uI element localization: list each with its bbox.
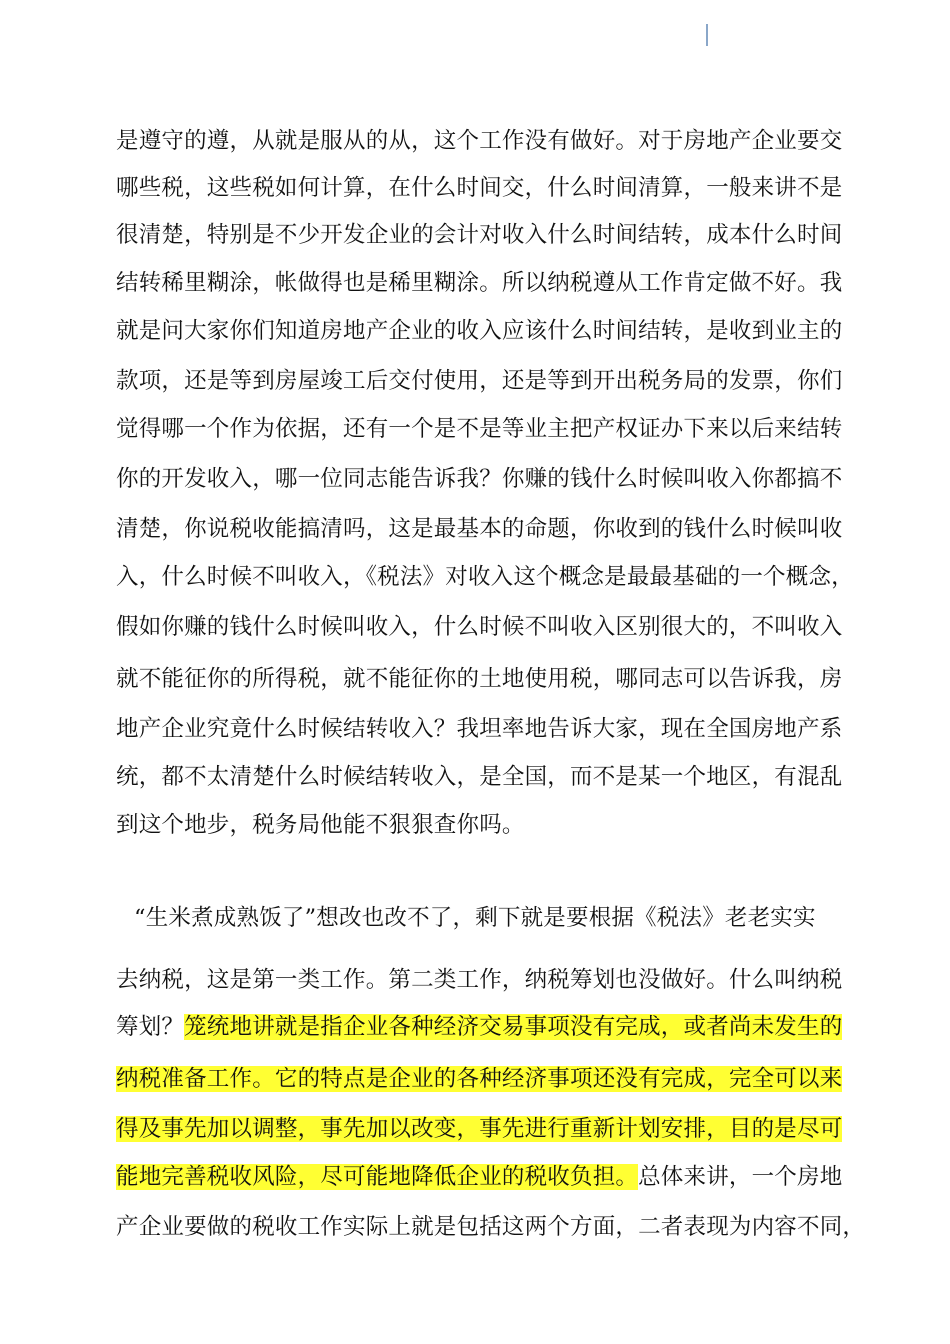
text-segment: 总体来讲，一个房地 (638, 1164, 843, 1190)
text-line (116, 1114, 846, 1144)
text-line (116, 464, 846, 494)
text-segment: 款项，还是等到房屋竣工后交付使用，还是等到开出税务局的发票，你们 (116, 368, 843, 394)
text-line (116, 126, 846, 156)
highlighted-text: 纳税准备工作。它的特点是企业的各种经济事项还没有完成，完全可以来 (116, 1066, 843, 1092)
text-line (116, 514, 846, 544)
text-line (116, 1212, 866, 1242)
text-line (116, 268, 846, 298)
text-segment: 统，都不太清楚什么时候结转收入，是全国，而不是某一个地区，有混乱 (116, 764, 843, 790)
text-segment: “生米煮成熟饭了”想改也改不了，剩下就是要根据《税法》老老实实 (134, 905, 816, 931)
text-segment: 你的开发收入，哪一位同志能告诉我？你赚的钱什么时候叫收入你都搞不 (116, 466, 843, 492)
text-line (116, 1012, 846, 1042)
text-segment: 就不能征你的所得税，就不能征你的土地使用税，哪同志可以告诉我，房 (116, 666, 843, 692)
text-line (116, 965, 846, 995)
text-line (116, 366, 846, 396)
text-line (116, 220, 846, 250)
highlighted-text: 能地完善税收风险，尽可能地降低企业的税收负担。 (116, 1164, 639, 1190)
text-segment: 结转稀里糊涂，帐做得也是稀里糊涂。所以纳税遵从工作肯定做不好。我 (116, 270, 843, 296)
text-segment: 筹划？ (116, 1014, 185, 1040)
page-corner-mark (706, 24, 708, 46)
highlighted-text: 笼统地讲就是指企业各种经济交易事项没有完成，或者尚未发生的 (184, 1014, 843, 1040)
text-segment: 地产企业究竟什么时候结转收入？我坦率地告诉大家，现在全国房地产系 (116, 716, 843, 742)
text-segment: 哪些税，这些税如何计算，在什么时间交，什么时间清算，一般来讲不是 (116, 175, 843, 201)
text-segment: 入，什么时候不叫收入，《税法》对收入这个概念是最最基础的一个概念， (116, 564, 854, 590)
text-segment: 到这个地步，税务局他能不狠狠查你吗。 (116, 812, 525, 838)
text-line (116, 664, 846, 694)
highlighted-text: 得及事先加以调整，事先加以改变，事先进行重新计划安排，目的是尽可 (116, 1116, 843, 1142)
text-line (134, 903, 864, 933)
text-segment: 产企业要做的税收工作实际上就是包括这两个方面，二者表现为内容不同， (116, 1214, 866, 1240)
text-line (116, 714, 846, 744)
text-line (116, 562, 854, 592)
text-segment: 觉得哪一个作为依据，还有一个是不是等业主把产权证办下来以后来结转 (116, 416, 843, 442)
text-segment: 去纳税，这是第一类工作。第二类工作，纳税筹划也没做好。什么叫纳税 (116, 967, 843, 993)
text-segment: 假如你赚的钱什么时候叫收入，什么时候不叫收入区别很大的，不叫收入 (116, 614, 843, 640)
text-line (116, 316, 846, 346)
text-line (116, 1162, 846, 1192)
text-line (116, 810, 846, 840)
text-segment: 很清楚，特别是不少开发企业的会计对收入什么时间结转，成本什么时间 (116, 222, 843, 248)
text-segment: 清楚，你说税收能搞清吗，这是最基本的命题，你收到的钱什么时候叫收 (116, 516, 843, 542)
text-line (116, 762, 846, 792)
text-line (116, 414, 846, 444)
text-line (116, 612, 846, 642)
text-segment: 就是问大家你们知道房地产企业的收入应该什么时间结转，是收到业主的 (116, 318, 843, 344)
text-segment: 是遵守的遵，从就是服从的从，这个工作没有做好。对于房地产企业要交 (116, 128, 843, 154)
text-line (116, 1064, 846, 1094)
text-line (116, 173, 846, 203)
